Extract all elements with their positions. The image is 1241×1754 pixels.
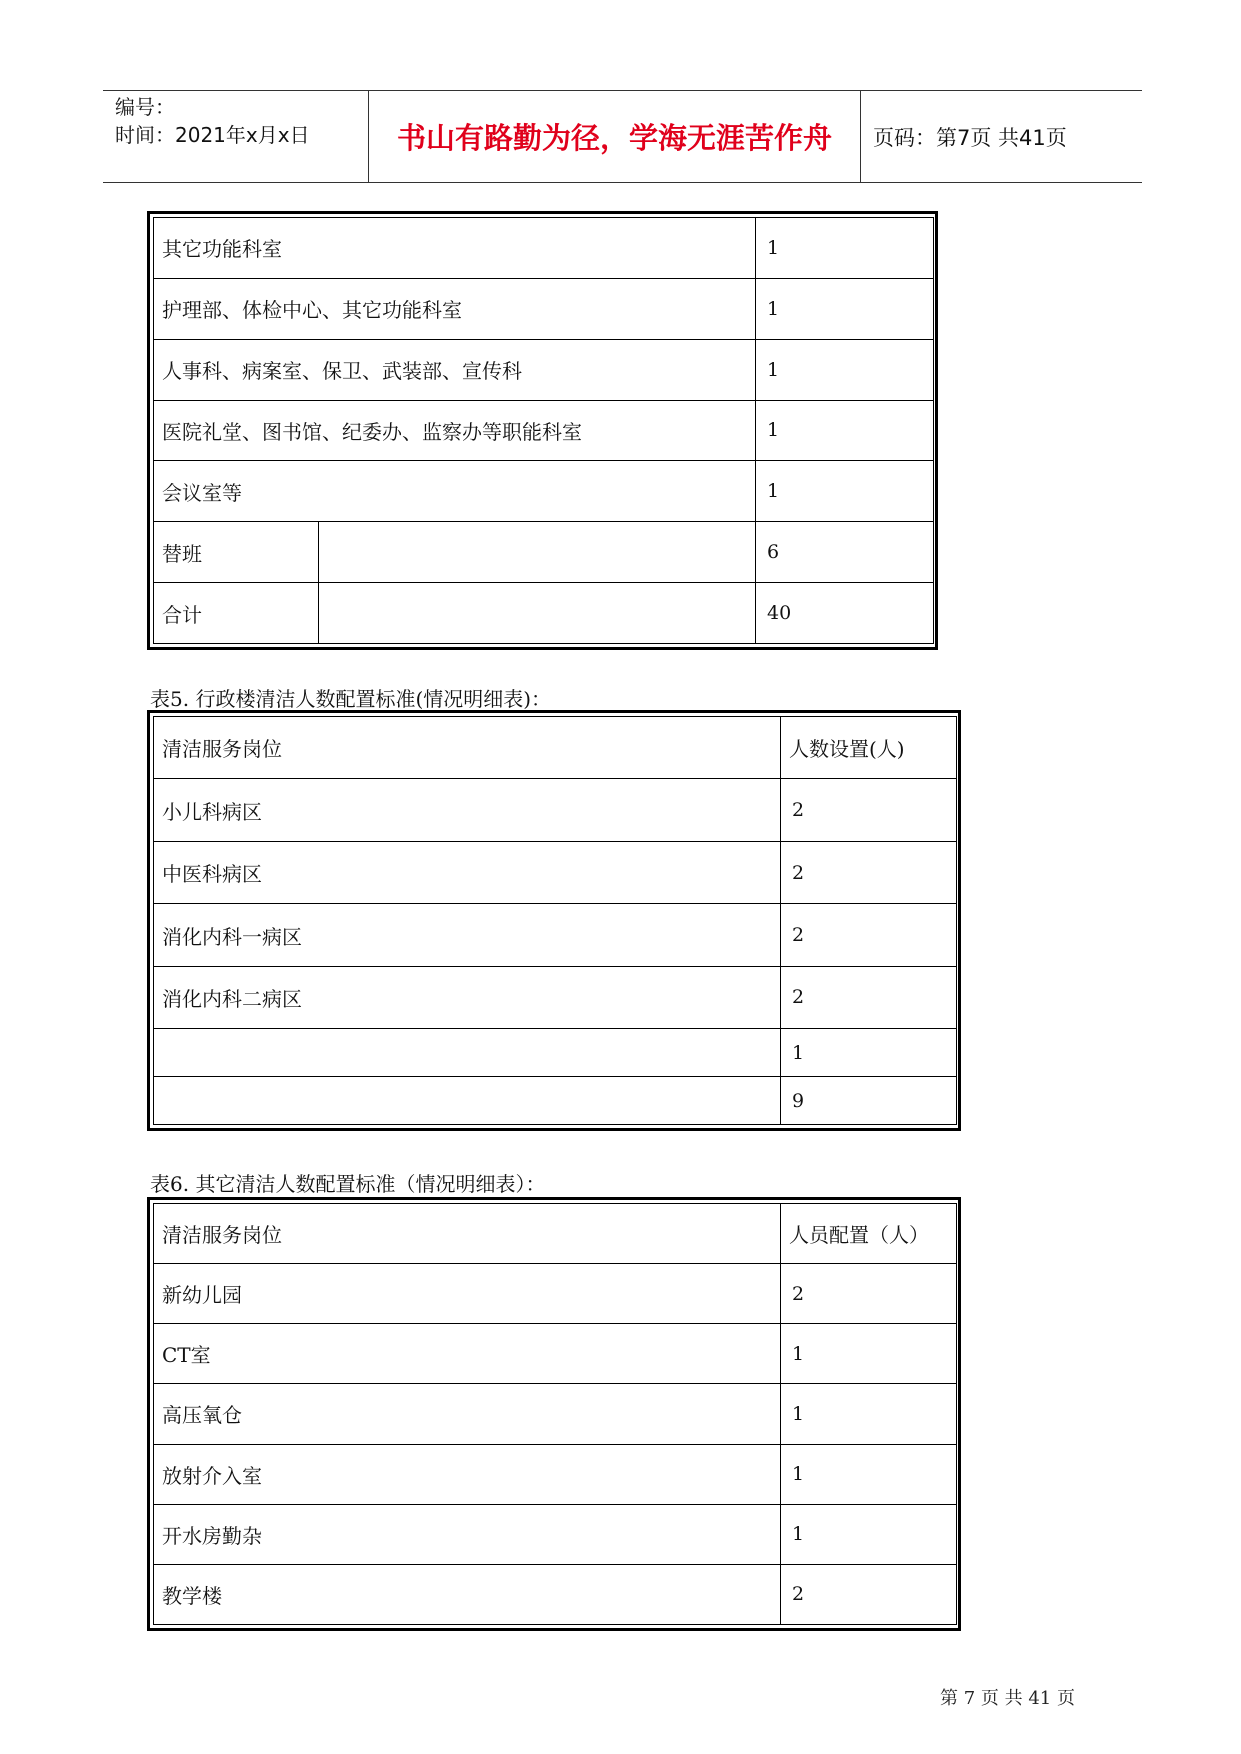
- table-1: [147, 211, 938, 650]
- count-cell: 1: [781, 1324, 957, 1384]
- post-cell: 开水房勤杂: [154, 1504, 781, 1564]
- header-left: [103, 91, 368, 182]
- table-row: [154, 904, 957, 966]
- table-row: [154, 522, 934, 583]
- post-cell: 中医科病区: [154, 841, 781, 903]
- table-row: [154, 1324, 957, 1384]
- column-header-count: 人员配置（人）: [781, 1204, 957, 1264]
- count-cell: 1: [781, 1504, 957, 1564]
- count-cell: 2: [781, 779, 957, 841]
- post-cell: 其它功能科室: [154, 218, 756, 279]
- post-cell: 消化内科二病区: [154, 966, 781, 1028]
- document-number-label: 编号：: [115, 95, 175, 119]
- table-row: [154, 966, 957, 1028]
- count-cell: 2: [781, 904, 957, 966]
- post-cell: 替班: [154, 522, 319, 583]
- table-row: [154, 400, 934, 461]
- post-cell: 医院礼堂、图书馆、纪委办、监察办等职能科室: [154, 400, 756, 461]
- table-row: [154, 1264, 957, 1324]
- table-row: [154, 779, 957, 841]
- header-motto: 书山有路勤为径，学海无涯苦作舟: [368, 91, 861, 182]
- count-cell: 2: [781, 1264, 957, 1324]
- table-row: [154, 278, 934, 339]
- table-row: [154, 1504, 957, 1564]
- table-row: [154, 339, 934, 400]
- table-6: [147, 1197, 961, 1631]
- table-header-row: [154, 717, 957, 779]
- count-cell: 1: [756, 278, 934, 339]
- column-header-post: 清洁服务岗位: [154, 1204, 781, 1264]
- table-header-row: [154, 1204, 957, 1264]
- post-cell: [154, 1077, 781, 1125]
- post-cell: 消化内科一病区: [154, 904, 781, 966]
- table-6-caption: 表6. 其它清洁人数配置标准（情况明细表）：: [150, 1172, 546, 1196]
- header-page-label: 页码：第7页 共41页: [873, 125, 1067, 150]
- table-row: [154, 1564, 957, 1624]
- table-row: [154, 583, 934, 644]
- count-cell: 1: [756, 339, 934, 400]
- post-cell: 护理部、体检中心、其它功能科室: [154, 278, 756, 339]
- empty-cell: [319, 583, 756, 644]
- table-row: [154, 1077, 957, 1125]
- count-cell: 1: [781, 1029, 957, 1077]
- post-cell: CT室: [154, 1324, 781, 1384]
- table-row: [154, 841, 957, 903]
- post-cell: 小儿科病区: [154, 779, 781, 841]
- table-row: [154, 461, 934, 522]
- count-cell: 1: [781, 1444, 957, 1504]
- post-cell: 教学楼: [154, 1564, 781, 1624]
- empty-cell: [319, 522, 756, 583]
- post-cell: 会议室等: [154, 461, 756, 522]
- post-cell: 放射介入室: [154, 1444, 781, 1504]
- table-row: [154, 1444, 957, 1504]
- page-footer: 第 7 页 共 41 页: [940, 1688, 1075, 1709]
- post-cell: [154, 1029, 781, 1077]
- count-cell: 6: [756, 522, 934, 583]
- post-cell: 新幼儿园: [154, 1264, 781, 1324]
- count-cell: 2: [781, 841, 957, 903]
- page-header: [103, 90, 1142, 183]
- post-cell: 高压氧仓: [154, 1384, 781, 1444]
- column-header-post: 清洁服务岗位: [154, 717, 781, 779]
- post-cell: 人事科、病案室、保卫、武装部、宣传科: [154, 339, 756, 400]
- count-cell: 2: [781, 966, 957, 1028]
- count-cell: 40: [756, 583, 934, 644]
- document-time-label: 时间：2021年x月x日: [115, 123, 310, 147]
- post-cell: 合计: [154, 583, 319, 644]
- count-cell: 1: [756, 218, 934, 279]
- table-5: [147, 710, 961, 1131]
- count-cell: 1: [756, 400, 934, 461]
- count-cell: 2: [781, 1564, 957, 1624]
- column-header-count: 人数设置(人): [781, 717, 957, 779]
- count-cell: 9: [781, 1077, 957, 1125]
- table-5-caption: 表5. 行政楼清洁人数配置标准(情况明细表)：: [150, 687, 552, 711]
- table-row: [154, 1029, 957, 1077]
- count-cell: 1: [781, 1384, 957, 1444]
- table-row: [154, 1384, 957, 1444]
- count-cell: 1: [756, 461, 934, 522]
- table-row: [154, 218, 934, 279]
